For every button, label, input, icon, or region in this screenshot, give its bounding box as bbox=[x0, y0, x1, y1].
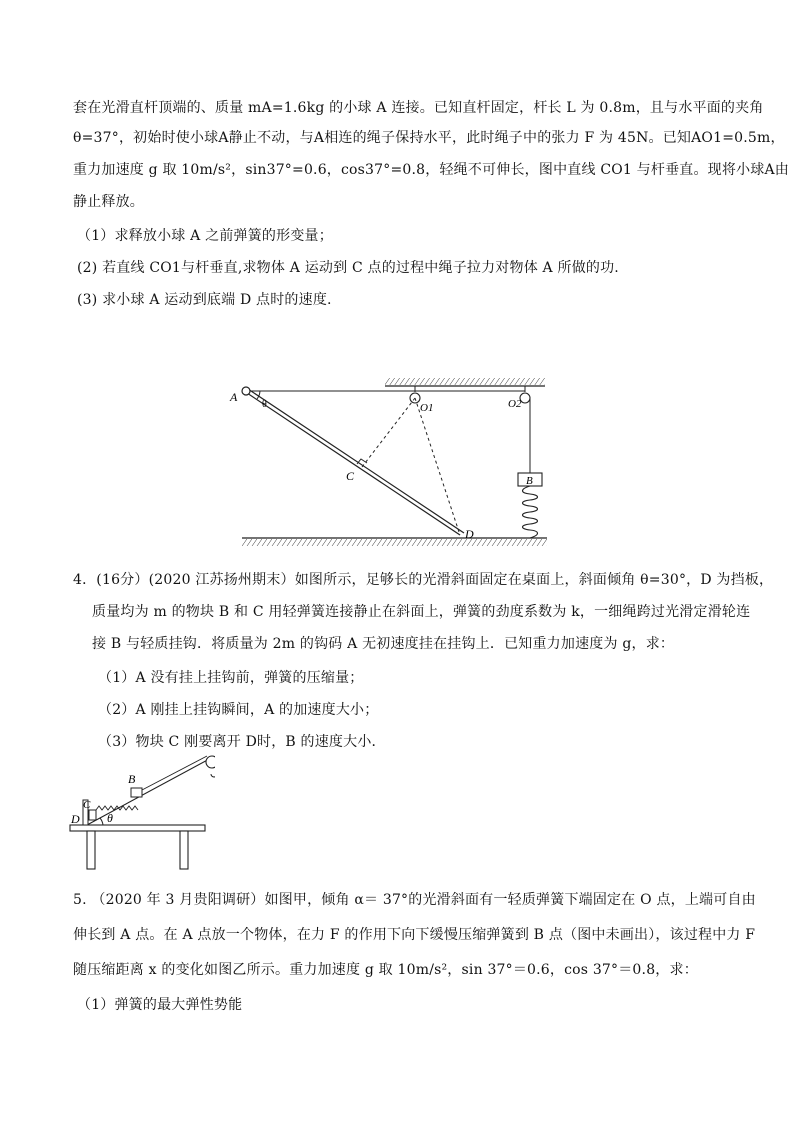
label-c: C bbox=[83, 799, 91, 811]
label-d: D bbox=[71, 812, 80, 826]
label-c: C bbox=[346, 469, 355, 483]
problem3-line3: 重力加速度 g 取 10m/s²，sin37°=0.6，cos37°=0.8，轻绳不可伸长，图中直线 CO1 与杆垂直。现将小球A由 bbox=[73, 162, 789, 178]
label-o2: O2 bbox=[508, 398, 522, 410]
table-leg-left bbox=[87, 831, 95, 869]
label-b: B bbox=[128, 772, 136, 786]
problem4-question3: （3）物块 C 刚要离开 D时，B 的速度大小． bbox=[98, 734, 386, 750]
pulley-o2 bbox=[520, 393, 530, 403]
problem4-question2: （2）A 刚挂上挂钩瞬间，A 的加速度大小； bbox=[98, 702, 379, 718]
problem5-line2: 伸长到 A 点。在 A 点放一个物体，在力 F 的作用下向下缓慢压缩弹簧到 B 点（图中未画出），该过程中力 F bbox=[73, 927, 756, 943]
problem3-line2: θ=37°，初始时使小球A静止不动，与A相连的绳子保持水平，此时绳子中的张力 F 为 45N。已知AO1=0.5m， bbox=[73, 130, 785, 146]
pulley bbox=[206, 756, 215, 768]
ball-a bbox=[242, 387, 250, 395]
incline bbox=[87, 757, 213, 825]
theta-arc bbox=[100, 818, 103, 825]
label-b: B bbox=[526, 475, 533, 487]
problem3-line1: 套在光滑直杆顶端的、质量 mA=1.6kg 的小球 A 连接。已知直杆固定，杆长 L 为 0.8m，且与水平面的夹角 bbox=[73, 100, 764, 116]
block-b bbox=[131, 788, 142, 797]
table-top bbox=[70, 825, 205, 831]
problem5-line1: 5. （2020 年 3 月贵阳调研）如图甲，倾角 α＝ 37°的光滑斜面有一轻质弹簧下端固定在 O 点，上端可自由 bbox=[73, 892, 756, 908]
problem4-line3: 接 B 与轻质挂钩．将质量为 2m 的钩码 A 无初速度挂在挂钩上．已知重力加速度为 g，求： bbox=[92, 636, 675, 652]
label-o1: O1 bbox=[420, 402, 434, 414]
block-c bbox=[89, 810, 96, 820]
label-d: D bbox=[465, 527, 474, 541]
problem4-question1: （1）A 没有挂上挂钩前，弹簧的压缩量； bbox=[98, 670, 364, 686]
table-leg-right bbox=[180, 831, 188, 869]
string-b-pulley bbox=[142, 756, 207, 790]
label-theta: θ bbox=[262, 399, 267, 410]
dashed-o1-d bbox=[415, 398, 460, 535]
problem3-question2: (2) 若直线 CO1与杆垂直,求物体 A 运动到 C 点的过程中绳子拉力对物体 A 所做的功. bbox=[77, 260, 619, 276]
label-a: A bbox=[230, 390, 238, 404]
ceiling-hatch bbox=[385, 378, 545, 385]
problem5-question1: （1）弹簧的最大弹性势能 bbox=[77, 997, 243, 1013]
problem3-line4: 静止释放。 bbox=[73, 194, 144, 210]
problem5-line3: 随压缩距离 x 的变化如图乙所示。重力加速度 g 取 10m/s²，sin 37°＝0.6，cos 37°＝0.8，求： bbox=[73, 962, 698, 978]
spring bbox=[523, 486, 538, 538]
problem4-line1: 4．(16分）(2020 江苏扬州期末）如图所示，足够长的光滑斜面固定在桌面上，斜面倾角 θ=30°，D 为挡板， bbox=[73, 572, 774, 588]
label-theta: θ bbox=[107, 811, 113, 825]
problem4-figure bbox=[65, 752, 215, 874]
dashed-o1-c bbox=[362, 398, 415, 467]
problem4-line2: 质量均为 m 的物块 B 和 C 用轻弹簧连接静止在斜面上，弹簧的劲度系数为 k，一细绳跨过光滑定滑轮连 bbox=[92, 604, 751, 620]
problem3-question3: (3) 求小球 A 运动到底端 D 点时的速度. bbox=[77, 292, 332, 308]
problem3-question1: （1）求释放小球 A 之前弹簧的形变量； bbox=[77, 228, 333, 244]
ground-hatch bbox=[242, 539, 547, 546]
problem3-figure bbox=[220, 370, 560, 555]
